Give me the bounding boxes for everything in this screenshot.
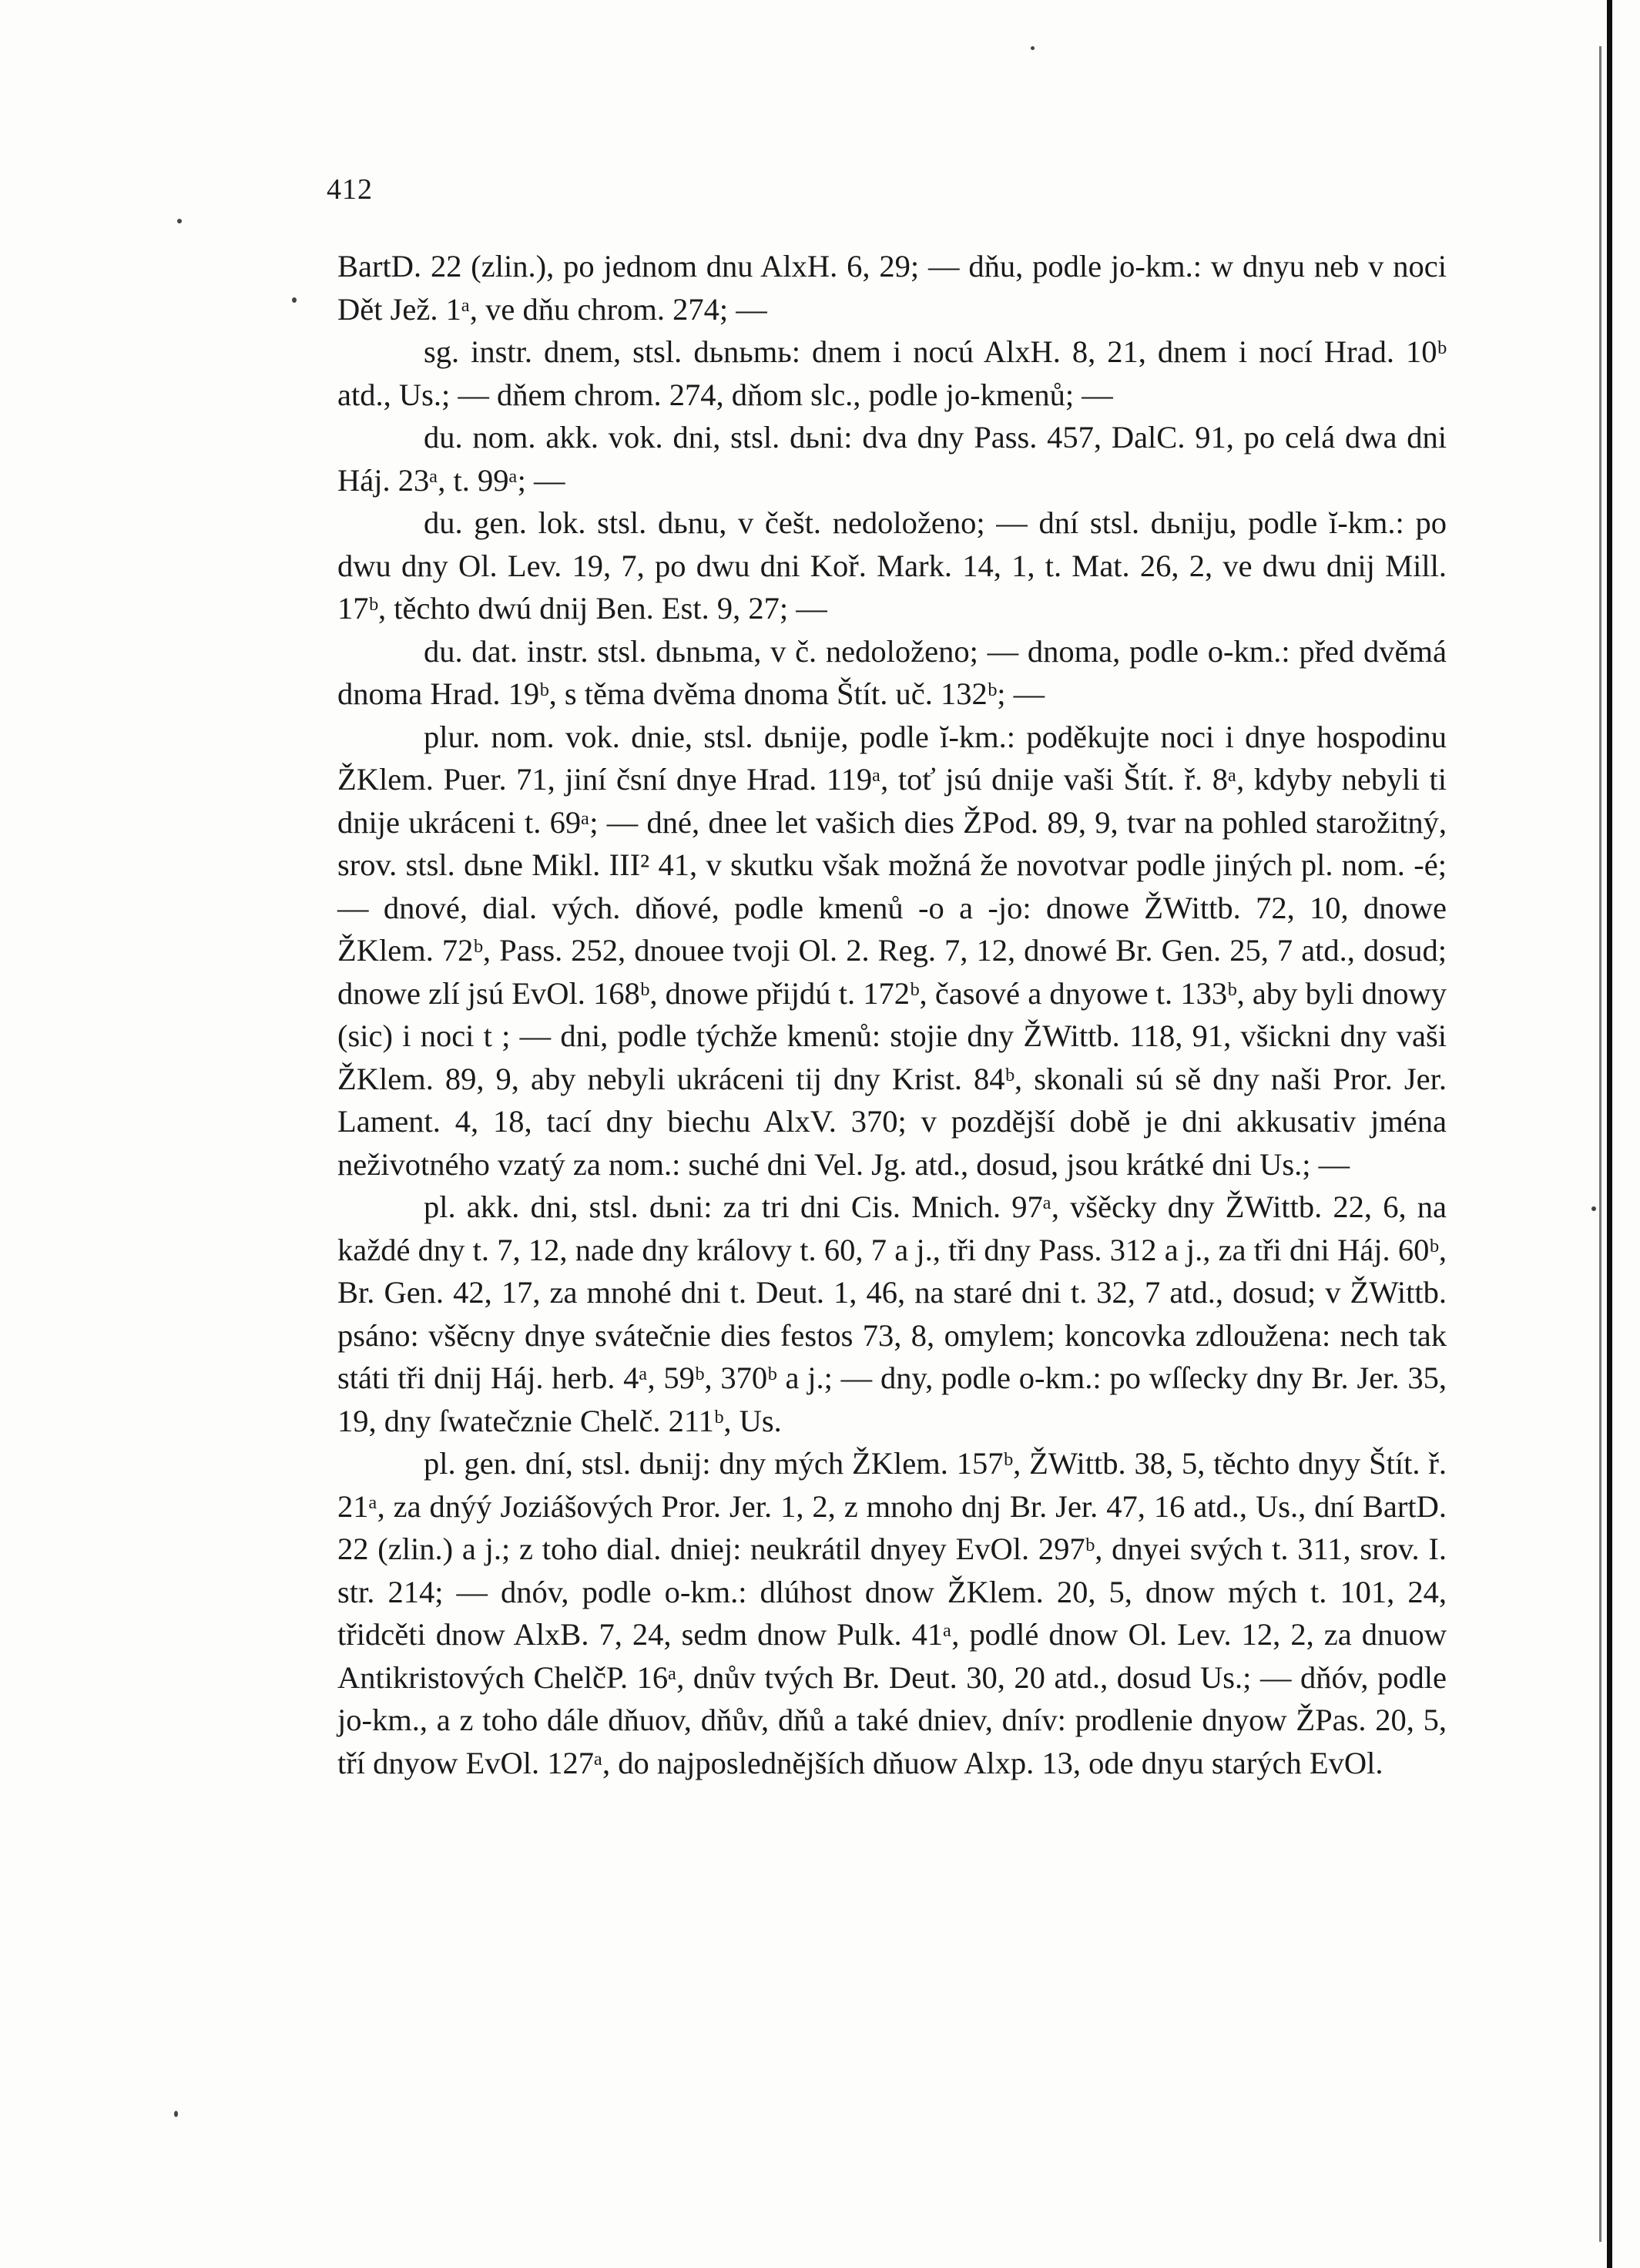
paragraph: du. dat. instr. stsl. dьnьma, v č. nedoloženo; — dnoma, podle o-km.: před dvěmá dnoma Hrad. 19ᵇ, s těma dvěma dnoma Štít. uč. 132ᵇ; — bbox=[337, 633, 1447, 711]
paragraph: pl. gen. dní, stsl. dьnij: dny mých ŽKlem. 157ᵇ, ŽWittb. 38, 5, těchto dnyy Štít. ř. 21ᵃ, za dnýý Joziášových Pror. Jer. 1, 2, z mnoho dnj Br. Jer. 47, 16 atd., Us., dní BartD. 22 (zlin.) a j.; z toho dial. dniej: neukrátil dnyey EvOl. 297ᵇ, dnyei svých t. 311, srov. I. str. 214; — dnóv, podle o-km.: dlúhost dnow ŽKlem. 20, 5, dnow mých t. 101, 24, třidcěti dnow AlxB. 7, 24, sedm dnow Pulk. 41ᵃ, podlé dnow Ol. Lev. 12, 2, za dnuow Antikristových ChelčP. 16ᵃ, dnův tvých Br. Deut. 30, 20 atd., dosud Us.; — dňóv, podle jo-km., a z toho dále dňuov, dňův, dňů a také dniev, dnív: prodlenie dnyow ŽPas. 20, 5, tří dnyow EvOl. 127ᵃ, do najposlednějších dňuow Alxp. 13, ode dnyu starých EvOl. bbox=[337, 1446, 1447, 1780]
scan-edge-shadow bbox=[1599, 46, 1601, 2242]
scan-speck bbox=[292, 297, 297, 303]
scan-speck bbox=[174, 2111, 178, 2117]
paragraph: sg. instr. dnem, stsl. dьnьmь: dnem i nocú AlxH. 8, 21, dnem i nocí Hrad. 10ᵇ atd., Us.; — dňem chrom. 274, dňom slc., podle jo-kmenů; — bbox=[337, 334, 1447, 412]
paragraph: BartD. 22 (zlin.), po jednom dnu AlxH. 6, 29; — dňu, podle jo-km.: w dnyu neb v noci Dět Jež. 1ᵃ, ve dňu chrom. 274; — bbox=[337, 249, 1447, 327]
paragraph: pl. akk. dni, stsl. dьni: za tri dni Cis. Mnich. 97ᵃ, všěcky dny ŽWittb. 22, 6, na každé dny t. 7, 12, nade dny královy t. 60, 7 a j., tři dny Pass. 312 a j., za tři dni Háj. 60ᵇ, Br. Gen. 42, 17, za mnohé dni t. Deut. 1, 46, na staré dni t. 32, 7 atd., dosud; v ŽWittb. psáno: všěcny dnye svátečnie dies festos 73, 8, omylem; koncovka zdloužena: nech tak státi tři dnij Háj. herb. 4ᵃ, 59ᵇ, 370ᵇ a j.; — dny, podle o-km.: po wſſecky dny Br. Jer. 35, 19, dny ſwatečznie Chelč. 211ᵇ, Us. bbox=[337, 1189, 1447, 1438]
page-number: 412 bbox=[327, 173, 373, 206]
paragraph: du. nom. akk. vok. dni, stsl. dьni: dva dny Pass. 457, DalC. 91, po celá dwa dni Háj. 23ᵃ, t. 99ᵃ; — bbox=[337, 420, 1447, 498]
scan-speck bbox=[1031, 46, 1035, 50]
scan-speck bbox=[177, 219, 182, 223]
paragraph: du. gen. lok. stsl. dьnu, v češt. nedoloženo; — dní stsl. dьniju, podle ĭ-km.: po dwu dny Ol. Lev. 19, 7, po dwu dni Koř. Mark. 14, 1, t. Mat. 26, 2, ve dwu dnij Mill. 17ᵇ, těchto dwú dnij Ben. Est. 9, 27; — bbox=[337, 505, 1447, 626]
paragraph: plur. nom. vok. dnie, stsl. dьnije, podle ĭ-km.: poděkujte noci i dnye hospodinu ŽKlem. Puer. 71, jiní čsní dnye Hrad. 119ᵃ, toť jsú dnije vaši Štít. ř. 8ᵃ, kdyby nebyli ti dnije ukráceni t. 69ᵃ; — dné, dnee let vašich dies ŽPod. 89, 9, tvar na pohled starožitný, srov. stsl. dьne Mikl. III² 41, v skutku však možná že novotvar podle jiných pl. nom. -é; — dnové, dial. vých. dňové, podle kmenů -o a -jo: dnowe ŽWittb. 72, 10, dnowe ŽKlem. 72ᵇ, Pass. 252, dnouee tvoji Ol. 2. Reg. 7, 12, dnowé Br. Gen. 25, 7 atd., dosud; dnowe zlí jsú EvOl. 168ᵇ, dnowe přijdú t. 172ᵇ, časové a dnyowe t. 133ᵇ, aby byli dnowy (sic) i noci t ; — dni, podle týchže kmenů: stojie dny ŽWittb. 118, 91, všickni dny vaši ŽKlem. 89, 9, aby nebyli ukráceni tij dny Krist. 84ᵇ, skonali sú sě dny naši Pror. Jer. Lament. 4, 18, tací dny biechu AlxV. 370; v pozdější době je dni akkusativ jména neživotného vzatý za nom.: suché dni Vel. Jg. atd., dosud, jsou krátké dni Us.; — bbox=[337, 719, 1447, 1182]
body-text bbox=[337, 245, 1447, 1784]
scan-speck bbox=[1591, 1206, 1596, 1211]
scan-edge-binding bbox=[1607, 0, 1612, 2268]
